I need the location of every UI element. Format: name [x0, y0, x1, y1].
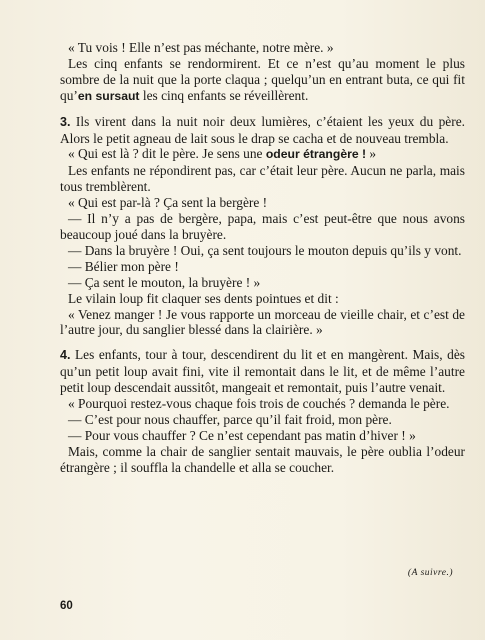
paragraph — [60, 146, 465, 163]
paragraph — [60, 275, 465, 291]
paragraph — [60, 259, 465, 275]
paragraph-text: « Qui est là ? dit le père. Je sens une — [68, 146, 266, 162]
paragraph-text: Les cinq enfants se rendormirent. Et ce n’est qu’au moment le plus sombre de la nuit que la porte claqua ; quelqu’un en entrant buta, ce qui fit qu’ — [60, 55, 465, 103]
paragraph — [60, 114, 465, 147]
paragraph-text: Les enfants ne répondirent pas, car c’était leur père. Aucun ne parla, mais tous tremblèrent. — [60, 163, 465, 195]
paragraph-text: « Venez manger ! Je vous rapporte un morceau de vieille chair, et c’est de l’autre jour, du sanglier blessé dans la clairière. » — [60, 306, 465, 338]
paragraph-text: — C’est pour nous chauffer, parce qu’il fait froid, mon père. — [68, 411, 392, 427]
paragraph-text: — Pour vous chauffer ? Ce n’est cependant pas matin d’hiver ! » — [68, 427, 416, 443]
paragraph — [60, 396, 465, 412]
paragraph-text: « Qui est par-là ? Ça sent la bergère ! — [68, 195, 268, 211]
story-text — [60, 40, 465, 476]
paragraph-text: Ils virent dans la nuit noir deux lumières, c’étaient les yeux du père. Alors le petit agneau de lait sous le drap se cacha et de nouveau trembla. — [60, 113, 465, 146]
paragraph-text: Mais, comme la chair de sanglier sentait mauvais, le père oublia l’odeur étrangère ; il souffla la chandelle et alla se coucher. — [60, 443, 465, 475]
paragraph-text: les cinq enfants se réveillèrent. — [139, 87, 309, 103]
paragraph — [60, 243, 465, 259]
paragraph — [60, 291, 465, 307]
emphasized-phrase: en sursaut — [77, 88, 140, 103]
paragraph — [60, 444, 465, 476]
paragraph — [60, 56, 465, 105]
paragraph — [60, 195, 465, 211]
paragraph-text: Les enfants, tour à tour, descendirent du lit et en mangèrent. Mais, dès qu’un petit loup avait fini, vite il remontait dans le lit, et de même l’autre petit loup descendait aussitôt, mangeait et remontait, puis l’autre venait. — [60, 347, 465, 396]
paragraph — [60, 347, 465, 396]
to-be-continued-note: (A suivre.) — [407, 568, 453, 578]
section-number: 3. — [60, 114, 71, 129]
paragraph-text: — Ça sent le mouton, la bruyère ! » — [68, 274, 261, 290]
paragraph-text: — Bélier mon père ! — [68, 258, 179, 274]
paragraph — [60, 40, 465, 56]
paragraph-text: Le vilain loup fit claquer ses dents pointues et dit : — [68, 290, 339, 306]
section-number: 4. — [60, 348, 71, 363]
paragraph — [60, 307, 465, 339]
paragraph — [60, 412, 465, 428]
paragraph-text: « Pourquoi restez-vous chaque fois trois de couchés ? demanda le père. — [68, 396, 450, 412]
emphasized-phrase: odeur étrangère ! — [265, 147, 367, 162]
paragraph — [60, 211, 465, 243]
paragraph-text: « Tu vois ! Elle n’est pas méchante, notre mère. » — [68, 40, 334, 55]
paragraph-text: » — [366, 146, 377, 162]
page-number: 60 — [60, 600, 73, 612]
paragraph-text: — Dans la bruyère ! Oui, ça sent toujours le mouton depuis qu’ils y vont. — [68, 242, 462, 258]
paragraph-text: — Il n’y a pas de bergère, papa, mais c’est peut-être que nous avons beaucoup joué dans la bruyère. — [60, 211, 465, 242]
paragraph — [60, 428, 465, 444]
paragraph — [60, 163, 465, 195]
